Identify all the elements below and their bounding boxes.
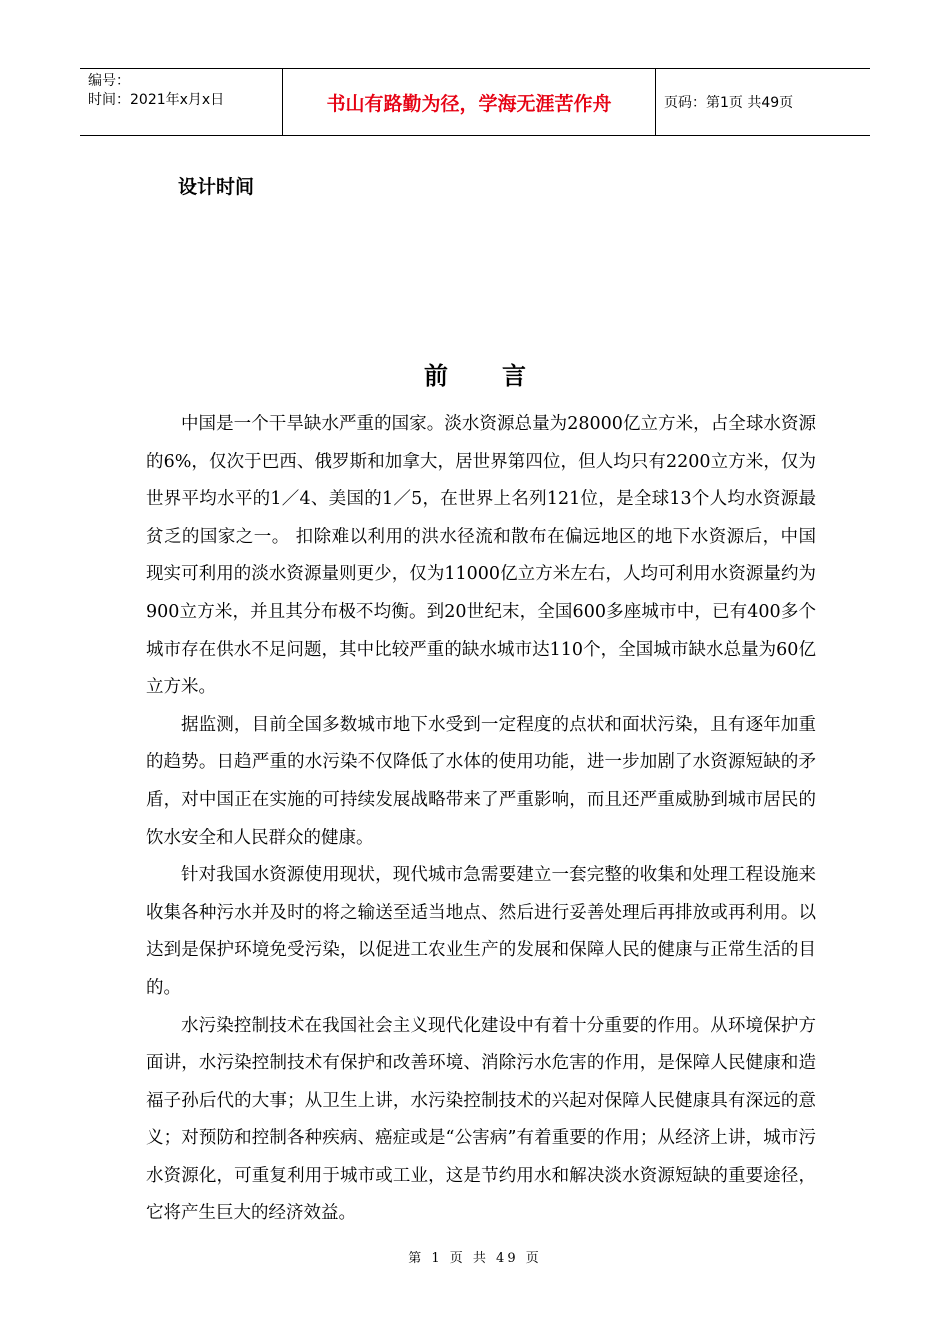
motto: 书山有路勤为径，学海无涯苦作舟 [282, 69, 656, 135]
header-table [80, 68, 870, 136]
paragraph: 据监测，目前全国多数城市地下水受到一定程度的点状和面状污染，且有逐年加重的趋势。日趋严重的水污染不仅降低了水体的使用功能，进一步加剧了水资源短缺的矛盾，对中国正在实施的可持续发展战略带来了严重影响，而且还严重威胁到城市居民的饮水安全和人民群众的健康。 [146, 714, 816, 848]
paragraph: 中国是一个干旱缺水严重的国家。淡水资源总量为28000亿立方米，占全球水资源的6%，仅次于巴西、俄罗斯和加拿大，居世界第四位，但人均只有2200立方米，仅为世界平均水平的1／4、美国的1／5，在世界上名列121位，是全球13个人均水资源最贫乏的国家之一。 扣除难以利用的洪水径流和散布在偏远地区的地下水资源后，中国现实可利用的淡水资源量则更少，仅为11000亿立方米左右，人均可利用水资源量约为900立方米，并且其分布极不均衡。到20世纪末，全国600多座城市中，已有400多个城市存在供水不足问题，其中比较严重的缺水城市达110个，全国城市缺水总量为60亿立方米。 [146, 414, 816, 698]
number-label: 编号： [88, 73, 130, 89]
page-footer: 第 1 页 共 49 页 [408, 1251, 542, 1266]
preface-title: 前言 [424, 362, 580, 390]
page-label: 页码：第1页 共49页 [664, 95, 794, 111]
time-label: 时间：2021年x月x日 [88, 92, 225, 108]
header-left-cell [80, 69, 282, 135]
paragraph: 水污染控制技术在我国社会主义现代化建设中有着十分重要的作用。从环境保护方面讲，水污染控制技术有保护和改善环境、消除污水危害的作用，是保障人民健康和造福子孙后代的大事；从卫生上讲，水污染控制技术的兴起对保障人民健康具有深远的意义；对预防和控制各种疾病、癌症或是“公害病”有着重要的作用；从经济上讲，城市污水资源化，可重复利用于城市或工业，这是节约用水和解决淡水资源短缺的重要途径，它将产生巨大的经济效益。 [146, 1015, 816, 1224]
design-time-heading: 设计时间 [178, 176, 255, 198]
paragraph: 针对我国水资源使用现状，现代城市急需要建立一套完整的收集和处理工程设施来收集各种污水并及时的将之输送至适当地点、然后进行妥善处理后再排放或再利用。以达到是保护环境免受污染，以促进工农业生产的发展和保障人民的健康与正常生活的目的。 [146, 865, 816, 998]
preface-body [146, 406, 816, 1233]
